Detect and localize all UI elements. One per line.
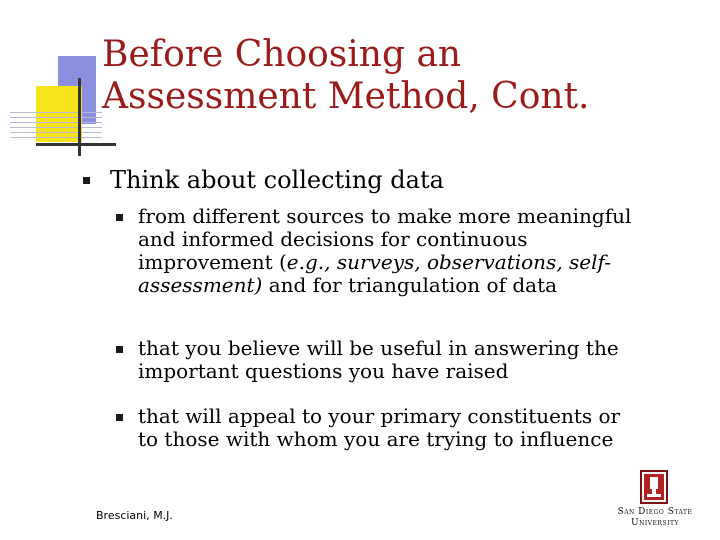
decor-horizontal-rule [36, 143, 116, 146]
main-bullet-text: Think about collecting data [110, 166, 444, 194]
sub-bullet-1-line4-italic: assessment) [138, 273, 263, 297]
sub-bullet-1-line4-normal: and for triangulation of data [262, 273, 558, 297]
university-logo [612, 470, 698, 530]
sub-bullet-3-text [138, 405, 708, 451]
slide-title-line1: Before Choosing an [102, 34, 462, 75]
logo-text-line1: San Diego State [617, 507, 693, 517]
sub-bullet-1-line3 [138, 251, 708, 274]
sub-bullet-3-line1: that will appeal to your primary constituents or [138, 404, 621, 428]
university-seal-icon [640, 470, 668, 504]
sub-bullet-2-text [138, 337, 708, 383]
sub-bullet-1-line4 [138, 274, 708, 297]
bullet-square-icon [83, 177, 90, 184]
sub-bullet-square-icon [116, 214, 123, 221]
sub-bullet-2-line2: important questions you have raised [138, 359, 509, 383]
slide-title [102, 34, 589, 118]
sub-bullet-square-icon [116, 346, 123, 353]
sub-bullet-1-line1: from different sources to make more meaningful [138, 204, 632, 228]
footer-author: Bresciani, M.J. [96, 509, 173, 522]
decor-striped-block [10, 112, 102, 142]
logo-text-line2: University [631, 518, 679, 528]
sub-bullet-1-line3-italic: e.g., surveys, observations, self- [286, 250, 611, 274]
sub-bullet-3-line2: to those with whom you are trying to influence [138, 427, 614, 451]
sub-bullet-2-line1: that you believe will be useful in answering the [138, 336, 619, 360]
sub-bullet-1-line2: and informed decisions for continuous [138, 227, 528, 251]
sub-bullet-square-icon [116, 414, 123, 421]
slide-title-line2: Assessment Method, Cont. [102, 76, 590, 117]
sub-bullet-1-text [138, 205, 708, 297]
sub-bullet-1-line3-normal: improvement ( [138, 250, 287, 274]
